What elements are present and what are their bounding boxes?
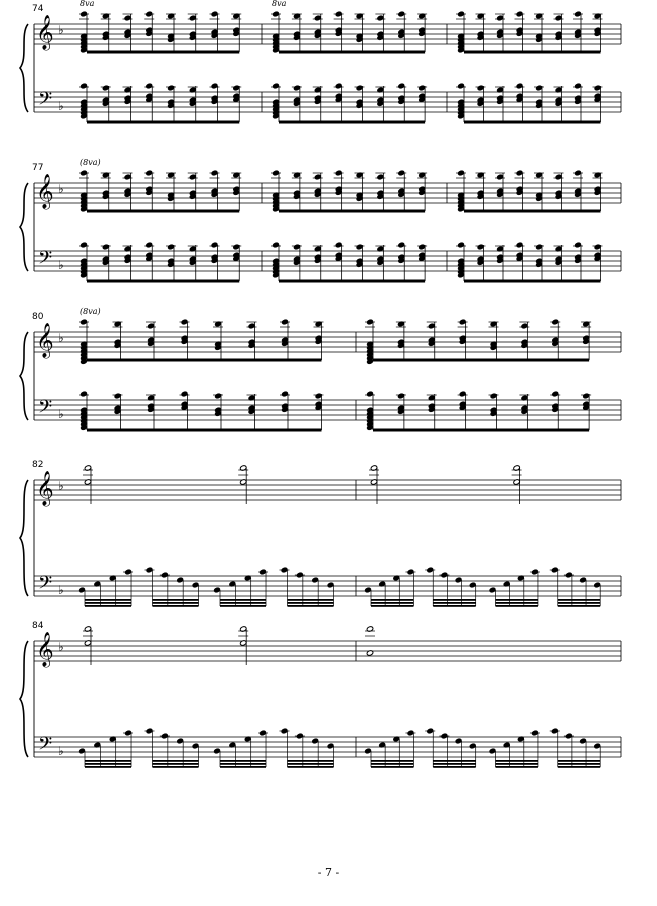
- bass-clef: 𝄢: [38, 397, 53, 422]
- note-head: [181, 391, 188, 397]
- note-head: [281, 319, 288, 325]
- beam: [87, 121, 239, 124]
- key-signature-flat: ♭: [58, 331, 64, 345]
- note-head: [398, 11, 405, 17]
- note-head: [594, 244, 601, 250]
- beam: [220, 599, 266, 601]
- beam: [279, 121, 425, 124]
- note-head: [233, 85, 240, 91]
- key-signature-flat: ♭: [58, 583, 64, 597]
- beam: [279, 210, 425, 213]
- note-head: [327, 582, 334, 588]
- grand-staff-brace: [20, 183, 28, 271]
- note-head: [272, 83, 279, 89]
- beam: [558, 602, 600, 604]
- beam: [433, 760, 475, 762]
- note-head: [335, 83, 342, 89]
- note-head: [469, 743, 476, 749]
- beam: [87, 280, 239, 283]
- key-signature-flat: ♭: [58, 744, 64, 758]
- note-head: [459, 391, 466, 397]
- beam: [85, 602, 131, 604]
- beam: [153, 760, 199, 762]
- note-head: [146, 11, 153, 17]
- measure-number: 77: [32, 163, 44, 173]
- beam: [433, 763, 475, 765]
- note-head: [293, 85, 300, 91]
- treble-clef: 𝄞: [36, 323, 54, 358]
- treble-clef: 𝄞: [36, 174, 54, 209]
- note-head: [147, 323, 154, 329]
- note-head: [398, 242, 405, 248]
- grand-staff-brace: [20, 641, 28, 757]
- note-head: [177, 738, 184, 744]
- note-head: [398, 83, 405, 89]
- beam: [373, 429, 589, 432]
- beam: [496, 602, 538, 604]
- beam: [558, 760, 600, 762]
- note-head: [80, 170, 87, 176]
- note-head: [457, 170, 464, 176]
- note-head: [78, 748, 85, 754]
- beam: [288, 599, 334, 601]
- treble-clef: 𝄞: [36, 471, 54, 506]
- key-signature-flat: ♭: [58, 23, 64, 37]
- beam: [464, 121, 601, 124]
- note-head: [555, 174, 562, 180]
- note-head: [579, 577, 586, 583]
- beam: [371, 599, 413, 601]
- note-head: [312, 577, 319, 583]
- key-signature-flat: ♭: [58, 99, 64, 113]
- note-head: [335, 11, 342, 17]
- note-head: [552, 319, 559, 325]
- note-head: [315, 393, 322, 399]
- beam: [153, 602, 199, 604]
- grand-staff-brace: [20, 332, 28, 420]
- beam: [153, 766, 199, 768]
- beam: [85, 605, 131, 607]
- note-head: [189, 15, 196, 21]
- beam: [496, 599, 538, 601]
- beam: [153, 599, 199, 601]
- note-head: [314, 15, 321, 21]
- note-head: [167, 85, 174, 91]
- measure-number: 82: [32, 460, 44, 470]
- note-head: [80, 391, 87, 397]
- note-head: [377, 15, 384, 21]
- beam: [288, 602, 334, 604]
- note-head: [293, 244, 300, 250]
- beam: [464, 280, 601, 283]
- beam: [220, 760, 266, 762]
- note-head: [192, 743, 199, 749]
- ottava-mark: 8va: [272, 0, 287, 8]
- note-head: [397, 393, 404, 399]
- note-head: [535, 85, 542, 91]
- note-head: [233, 244, 240, 250]
- note-head: [496, 174, 503, 180]
- note-head: [489, 748, 496, 754]
- note-head: [594, 582, 601, 588]
- note-head: [455, 577, 462, 583]
- note-head: [272, 242, 279, 248]
- note-head: [80, 11, 87, 17]
- note-head: [213, 587, 220, 593]
- key-signature-flat: ♭: [58, 479, 64, 493]
- system-3: [20, 307, 621, 432]
- note-head: [555, 15, 562, 21]
- note-head: [574, 242, 581, 248]
- note-head: [281, 391, 288, 397]
- note-head: [312, 738, 319, 744]
- note-head: [214, 393, 221, 399]
- note-head: [516, 242, 523, 248]
- note-head: [356, 244, 363, 250]
- bass-clef: 𝄢: [38, 248, 53, 273]
- note-head: [552, 391, 559, 397]
- beam: [87, 429, 322, 432]
- beam: [433, 766, 475, 768]
- grand-staff-brace: [20, 24, 28, 112]
- bass-clef: 𝄢: [38, 734, 53, 759]
- beam: [279, 280, 425, 283]
- key-signature-flat: ♭: [58, 640, 64, 654]
- note-head: [272, 170, 279, 176]
- note-head: [356, 85, 363, 91]
- note-head: [418, 85, 425, 91]
- treble-clef: 𝄞: [36, 15, 54, 50]
- note-head: [80, 83, 87, 89]
- note-head: [78, 587, 85, 593]
- note-head: [582, 393, 589, 399]
- bass-clef: 𝄢: [38, 573, 53, 598]
- beam: [87, 359, 322, 362]
- note-head: [114, 393, 121, 399]
- note-head: [428, 323, 435, 329]
- beam: [220, 605, 266, 607]
- note-head: [181, 319, 188, 325]
- key-signature-flat: ♭: [58, 407, 64, 421]
- note-head: [248, 323, 255, 329]
- system-2: [20, 158, 621, 283]
- measure-number: 80: [32, 312, 44, 322]
- beam: [153, 605, 199, 607]
- note-head: [457, 83, 464, 89]
- note-head: [364, 587, 371, 593]
- beam: [558, 599, 600, 601]
- note-head: [80, 319, 87, 325]
- note-head: [457, 242, 464, 248]
- note-head: [335, 242, 342, 248]
- measure-number: 84: [32, 621, 44, 631]
- beam: [279, 51, 425, 54]
- note-head: [335, 170, 342, 176]
- system-4: [20, 465, 621, 607]
- beam: [371, 602, 413, 604]
- beam: [288, 605, 334, 607]
- note-head: [516, 170, 523, 176]
- note-head: [102, 244, 109, 250]
- note-head: [574, 170, 581, 176]
- note-head: [489, 587, 496, 593]
- note-head: [146, 170, 153, 176]
- ottava-mark: (8va): [80, 158, 101, 167]
- note-head: [211, 83, 218, 89]
- note-head: [574, 11, 581, 17]
- note-head: [366, 319, 373, 325]
- beam: [153, 763, 199, 765]
- note-head: [366, 391, 373, 397]
- beam: [464, 51, 601, 54]
- note-head: [80, 242, 87, 248]
- beam: [558, 766, 600, 768]
- note-head: [579, 738, 586, 744]
- beam: [558, 605, 600, 607]
- note-head: [102, 85, 109, 91]
- note-head: [192, 582, 199, 588]
- note-head: [496, 15, 503, 21]
- note-head: [516, 11, 523, 17]
- note-head: [477, 85, 484, 91]
- beam: [85, 760, 131, 762]
- system-1: [20, 0, 621, 124]
- note-head: [398, 170, 405, 176]
- ottava-mark: (8va): [80, 307, 101, 316]
- note-head: [516, 83, 523, 89]
- beam: [288, 760, 334, 762]
- key-signature-flat: ♭: [58, 182, 64, 196]
- note-head: [459, 319, 466, 325]
- note-head: [189, 174, 196, 180]
- beam: [288, 766, 334, 768]
- beam: [373, 359, 589, 362]
- ottava-mark: 8va: [80, 0, 95, 8]
- note-head: [377, 174, 384, 180]
- note-head: [124, 174, 131, 180]
- note-head: [177, 577, 184, 583]
- beam: [85, 766, 131, 768]
- note-head: [594, 85, 601, 91]
- bass-clef: 𝄢: [38, 89, 53, 114]
- note-head: [211, 170, 218, 176]
- beam: [496, 605, 538, 607]
- beam: [371, 760, 413, 762]
- beam: [433, 599, 475, 601]
- page-number: - 7 -: [317, 866, 340, 879]
- grand-staff-brace: [20, 480, 28, 596]
- beam: [220, 602, 266, 604]
- beam: [371, 605, 413, 607]
- note-head: [457, 11, 464, 17]
- beam: [220, 766, 266, 768]
- note-head: [469, 582, 476, 588]
- beam: [433, 605, 475, 607]
- note-head: [213, 748, 220, 754]
- beam: [496, 763, 538, 765]
- system-5: [20, 626, 621, 768]
- beam: [433, 602, 475, 604]
- beam: [85, 599, 131, 601]
- beam: [220, 763, 266, 765]
- beam: [496, 766, 538, 768]
- note-head: [364, 748, 371, 754]
- note-head: [490, 393, 497, 399]
- note-head: [574, 83, 581, 89]
- beam: [496, 760, 538, 762]
- measure-number: 74: [32, 4, 44, 14]
- note-head: [594, 743, 601, 749]
- note-head: [211, 242, 218, 248]
- note-head: [124, 15, 131, 21]
- beam: [288, 763, 334, 765]
- note-head: [327, 743, 334, 749]
- note-head: [314, 174, 321, 180]
- note-head: [211, 11, 218, 17]
- note-head: [272, 11, 279, 17]
- note-head: [477, 244, 484, 250]
- note-head: [535, 244, 542, 250]
- beam: [371, 763, 413, 765]
- note-head: [146, 242, 153, 248]
- beam: [87, 51, 239, 54]
- note-head: [167, 244, 174, 250]
- note-head: [455, 738, 462, 744]
- note-head: [521, 323, 528, 329]
- beam: [371, 766, 413, 768]
- note-head: [418, 244, 425, 250]
- beam: [87, 210, 239, 213]
- beam: [85, 763, 131, 765]
- beam: [558, 763, 600, 765]
- treble-clef: 𝄞: [36, 632, 54, 667]
- note-head: [146, 83, 153, 89]
- beam: [464, 210, 601, 213]
- key-signature-flat: ♭: [58, 258, 64, 272]
